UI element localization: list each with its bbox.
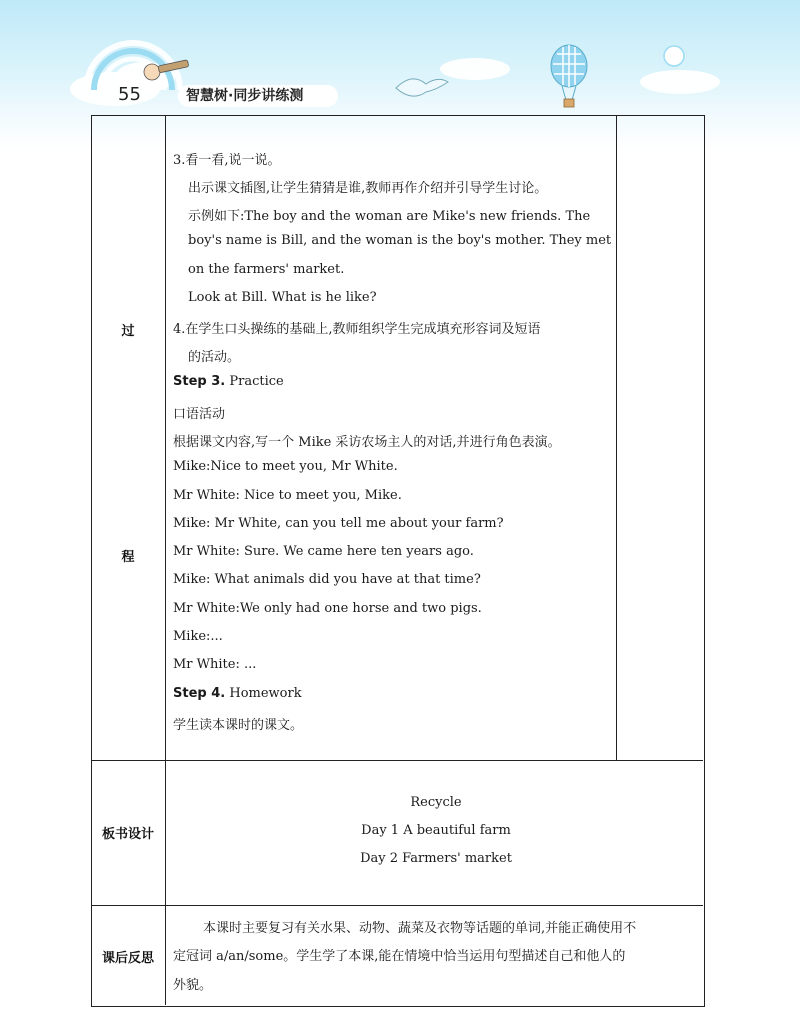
child-telescope-icon (138, 58, 194, 88)
reflection-label: 课后反思 (101, 951, 154, 966)
dialogue-line: Mr White: ... (173, 657, 257, 672)
process-line: 示例如下:The boy and the woman are Mike's new friends. The (188, 209, 591, 224)
dialogue-line: Mike:Nice to meet you, Mr White. (173, 459, 398, 474)
process-line: 3.看一看,说一说。 (173, 153, 281, 168)
page-number: 55 (118, 84, 141, 105)
reflection-line: 外貌。 (173, 978, 213, 993)
step4-name: Homework (229, 686, 302, 701)
step3-line: 根据课文内容,写一个 Mike 采访农场主人的对话,并进行角色表演。 (173, 435, 561, 450)
column-divider (616, 116, 617, 760)
dialogue-line: Mike: Mr White, can you tell me about your farm? (173, 516, 504, 531)
step4-title: Step 4. (173, 686, 226, 701)
dialogue-line: Mr White:We only had one horse and two pigs. (173, 601, 482, 616)
step3-title: Step 3. (173, 374, 226, 389)
board-line: Day 1 A beautiful farm (361, 823, 511, 838)
process-line: 4.在学生口头操练的基础上,教师组织学生完成填充形容词及短语 (173, 322, 541, 337)
dialogue-line: Mike:... (173, 629, 223, 644)
step4-line: 学生读本课时的课文。 (173, 718, 304, 733)
hot-air-balloon-icon (548, 44, 590, 110)
dialogue-line: Mr White: Sure. We came here ten years ago. (173, 544, 474, 559)
process-line: 出示课文插图,让学生猜猜是谁,教师再作介绍并引导学生讨论。 (188, 181, 548, 196)
column-divider (165, 116, 166, 1005)
process-label-top: 过 (121, 324, 135, 339)
dialogue-line: Mr White: Nice to meet you, Mike. (173, 488, 402, 503)
bird-icon (392, 70, 452, 106)
row-divider (92, 905, 703, 906)
board-line: Recycle (410, 795, 462, 810)
process-label-bottom: 程 (121, 550, 135, 565)
reflection-line: 本课时主要复习有关水果、动物、蔬菜及衣物等话题的单词,并能正确使用不 (203, 921, 637, 936)
step3-line: 口语活动 (173, 407, 226, 422)
series-title: 智慧树·同步讲练测 (178, 85, 338, 107)
step3-heading (173, 374, 284, 389)
process-line: on the farmers' market. (188, 262, 345, 277)
cloud-decoration (640, 70, 720, 94)
process-line: boy's name is Bill, and the woman is the boy's mother. They met (188, 233, 612, 248)
process-line: 的活动。 (188, 350, 241, 365)
board-design-label: 板书设计 (101, 827, 154, 842)
step4-heading (173, 686, 302, 701)
process-line: Look at Bill. What is he like? (188, 290, 377, 305)
lesson-plan-table (91, 115, 705, 1007)
board-line: Day 2 Farmers' market (360, 851, 512, 866)
dialogue-line: Mike: What animals did you have at that time? (173, 572, 481, 587)
step3-name: Practice (229, 374, 284, 389)
sun-icon (662, 44, 686, 68)
row-divider (92, 760, 703, 761)
reflection-line: 定冠词 a/an/some。学生学了本课,能在情境中恰当运用句型描述自己和他人的 (173, 949, 626, 964)
